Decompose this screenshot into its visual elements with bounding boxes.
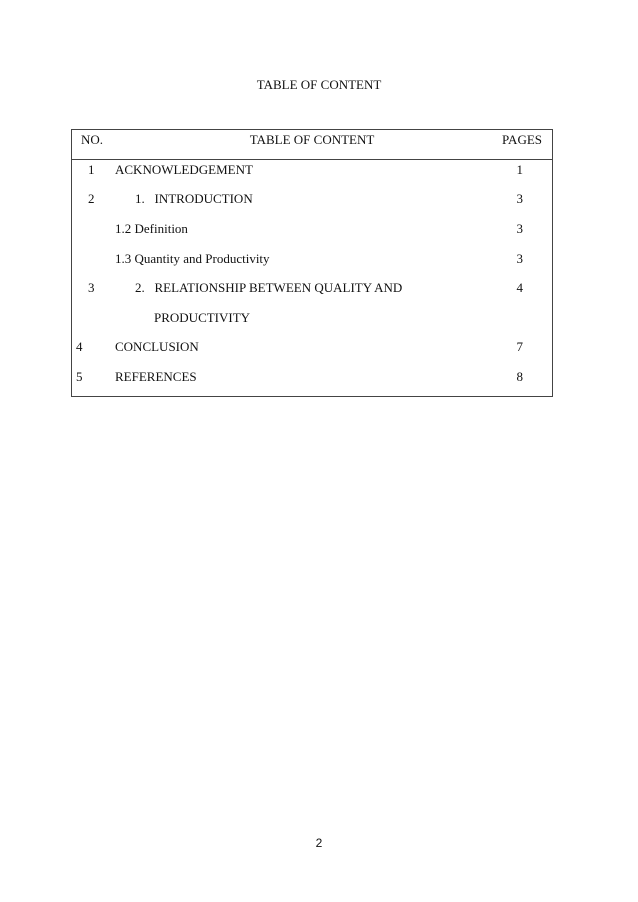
row-page: 3: [516, 191, 523, 206]
row-page: 7: [516, 339, 523, 354]
row-number: 3: [88, 280, 95, 295]
row-number: 1: [88, 162, 95, 177]
row-number: 4: [76, 339, 83, 354]
toc-header-row: [72, 130, 552, 160]
row-title: 1. INTRODUCTION: [135, 191, 253, 206]
row-title: 1.3 Quantity and Productivity: [115, 251, 270, 266]
header-pages: PAGES: [502, 132, 542, 147]
table-row: [72, 280, 552, 298]
row-title: CONCLUSION: [115, 339, 199, 354]
row-title: PRODUCTIVITY: [154, 310, 251, 325]
page-number: 2: [315, 836, 323, 850]
table-row: [72, 339, 552, 357]
row-number: 5: [76, 369, 83, 384]
row-number: 2: [88, 191, 95, 206]
row-title: ACKNOWLEDGEMENT: [115, 162, 253, 177]
row-page: 3: [516, 221, 523, 236]
toc-table: [71, 129, 553, 397]
table-row: [72, 162, 552, 180]
table-row: [72, 191, 552, 209]
row-page: 4: [516, 280, 523, 295]
table-row: [72, 251, 552, 269]
row-page: 3: [516, 251, 523, 266]
row-title: 2. RELATIONSHIP BETWEEN QUALITY AND: [135, 280, 403, 295]
table-row: [72, 369, 552, 387]
row-title: REFERENCES: [115, 369, 197, 384]
page-title: TABLE OF CONTENT: [256, 77, 382, 92]
row-page: 1: [516, 162, 523, 177]
header-title: TABLE OF CONTENT: [249, 132, 375, 147]
table-row: [72, 221, 552, 239]
row-title: 1.2 Definition: [115, 221, 188, 236]
row-page: 8: [516, 369, 523, 384]
table-row: [72, 310, 552, 328]
header-no: NO.: [81, 132, 104, 147]
